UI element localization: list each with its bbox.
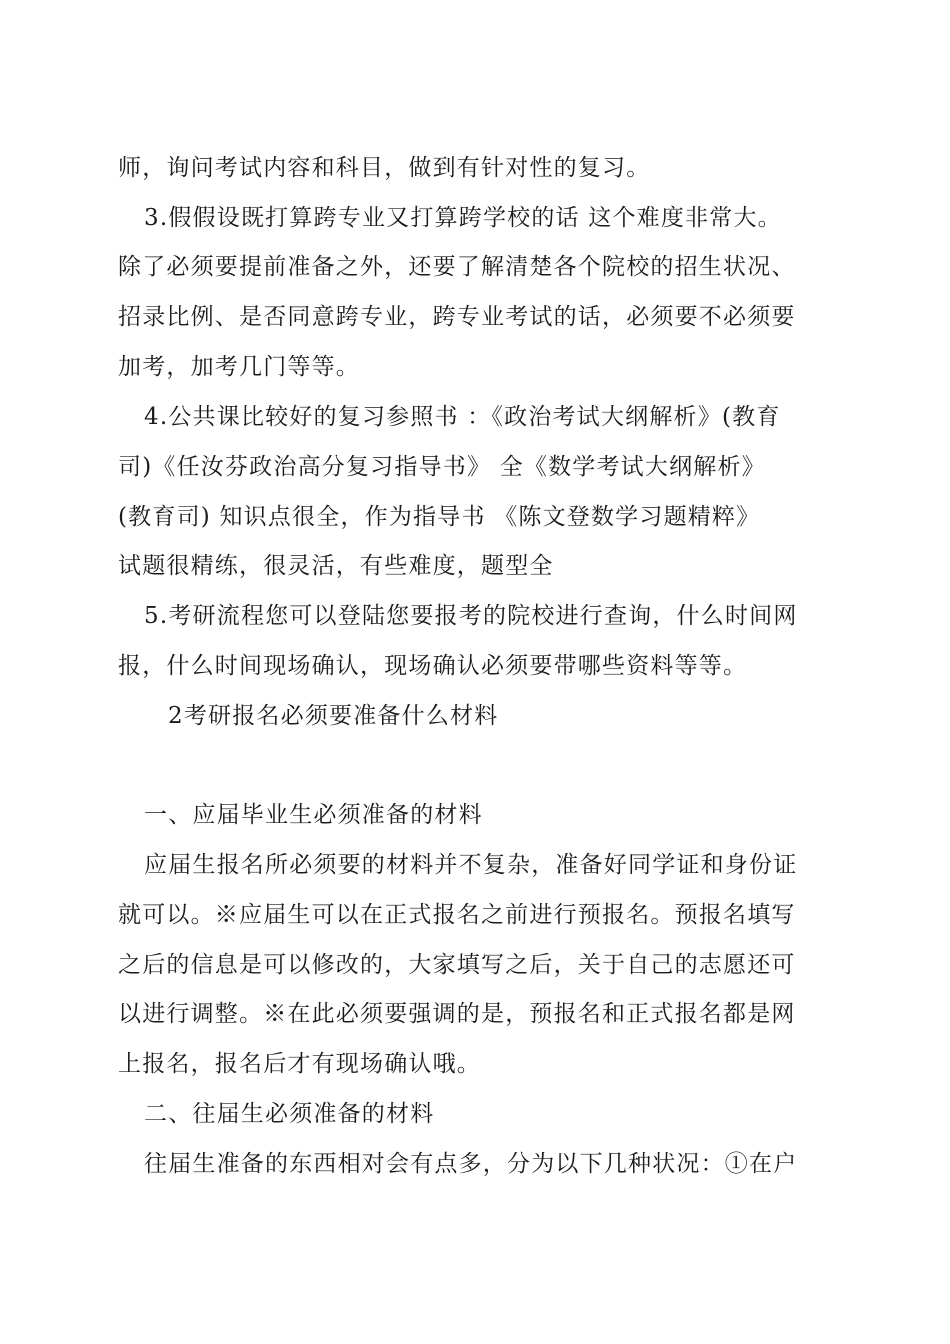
paragraph-line: 应届生报名所必须要的材料并不复杂，准备好同学证和身份证 bbox=[144, 852, 798, 878]
list-item-5: 5.考研流程您可以登陆您要报考的院校进行查询，什么时间网 bbox=[144, 603, 798, 629]
sub-heading-1: 一、应届毕业生必须准备的材料 bbox=[144, 802, 483, 828]
text-line: 招录比例、是否同意跨专业，跨专业考试的话，必须要不必须要 bbox=[118, 304, 796, 330]
list-item-3: 3.假假设既打算跨专业又打算跨学校的话 这个难度非常大。 bbox=[144, 205, 782, 231]
text-line: 加考，加考几门等等。 bbox=[118, 354, 360, 380]
text-line: (教育司) 知识点很全，作为指导书 《陈文登数学习题精粹》 bbox=[118, 504, 761, 530]
text-line: 司)《任汝芬政治高分复习指导书》 全《数学考试大纲解析》 bbox=[118, 454, 766, 480]
section-heading: 2考研报名必须要准备什么材料 bbox=[168, 703, 499, 729]
paragraph-line: 往届生准备的东西相对会有点多，分为以下几种状况：①在户 bbox=[144, 1151, 798, 1177]
text-line: 上报名，报名后才有现场确认哦。 bbox=[118, 1051, 481, 1077]
sub-heading-2: 二、往届生必须准备的材料 bbox=[144, 1101, 435, 1127]
list-item-4: 4.公共课比较好的复习参照书 ：《政治考试大纲解析》(教育 bbox=[144, 404, 781, 430]
text-line: 试题很精练，很灵活，有些难度，题型全 bbox=[118, 553, 554, 579]
text-line: 之后的信息是可以修改的，大家填写之后，关于自己的志愿还可 bbox=[118, 952, 796, 978]
text-line: 师，询问考试内容和科目，做到有针对性的复习。 bbox=[118, 155, 651, 181]
text-line: 就可以。※应届生可以在正式报名之前进行预报名。预报名填写 bbox=[118, 902, 796, 928]
text-line: 以进行调整。※在此必须要强调的是，预报名和正式报名都是网 bbox=[118, 1001, 796, 1027]
text-line: 除了必须要提前准备之外，还要了解清楚各个院校的招生状况、 bbox=[118, 254, 796, 280]
text-line: 报，什么时间现场确认，现场确认必须要带哪些资料等等。 bbox=[118, 653, 748, 679]
